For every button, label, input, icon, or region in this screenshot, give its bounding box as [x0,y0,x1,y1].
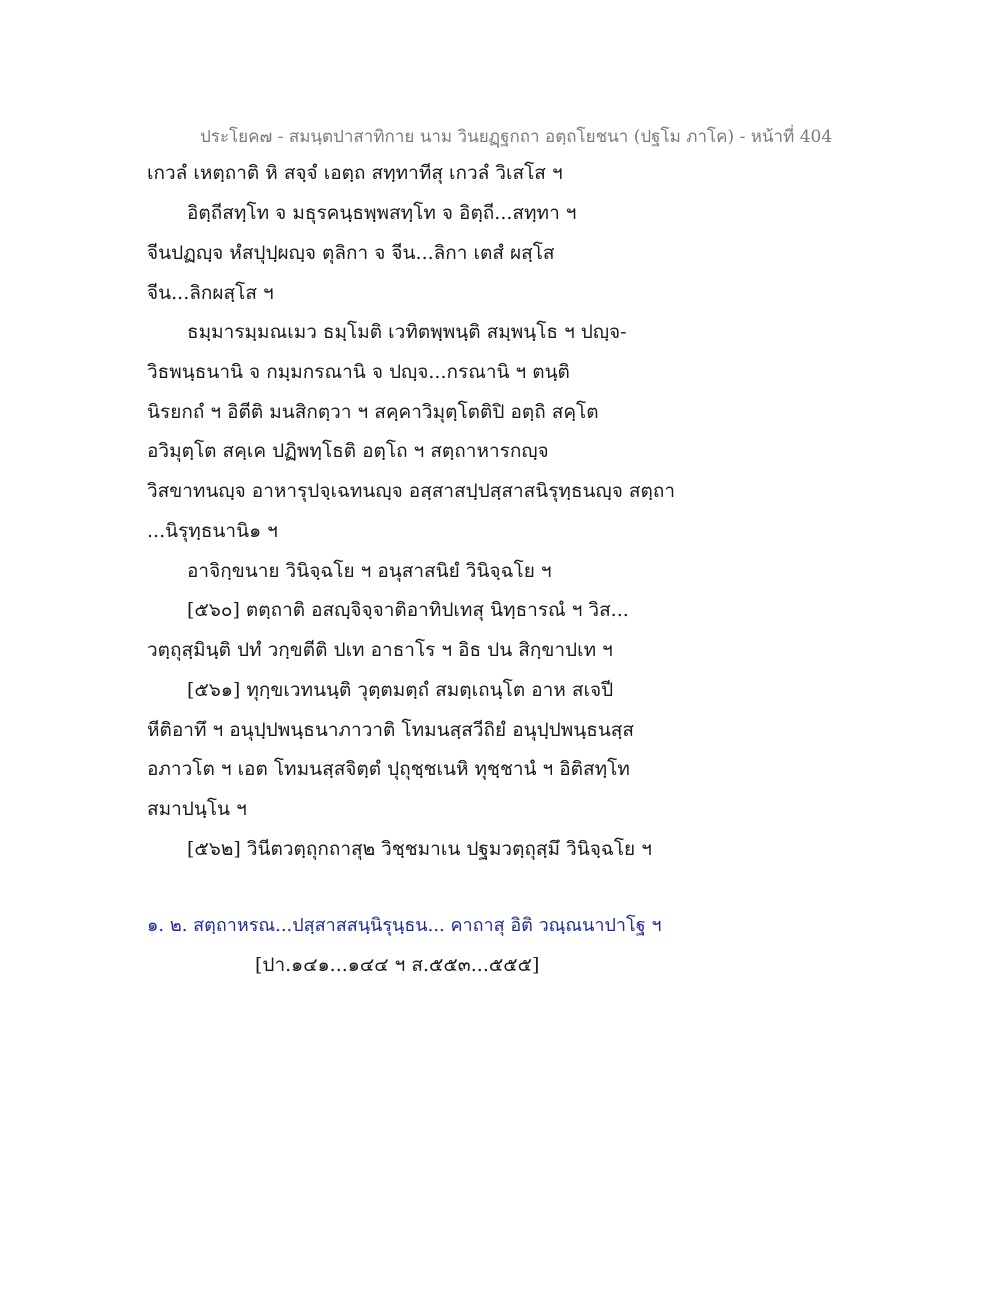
text-line: [๕๖๐] ตตฺถาติ อสญฺจิจฺจาติอาทิปเทสุ นิทฺธารณํ ฯ วิส... [187,599,629,621]
text-line: อิตฺถีสทฺโท จ มธุรคนฺธพฺพสทฺโท จ อิตฺถี...สทฺทา ฯ [187,202,577,224]
text-line: ธมฺมารมฺมณเมว ธมฺโมติ เวทิตพฺพนฺติ สมฺพนฺโธ ฯ ปญฺจ- [187,321,627,343]
text-line: อวิมุตฺโต สคฺเค ปฏิพทฺโธติ อตฺโถ ฯ สตฺถาหารกญฺจ [147,440,549,462]
text-line: จีน...ลิกผสฺโส ฯ [147,282,274,304]
page-header: ประโยค๗ - สมนฺตปาสาทิกาย นาม วินยฏฺฐกถา อตฺถโยชนา (ปฐโม ภาโค) - หน้าที่ 404 [200,127,833,147]
footnote: ๑. ๒. สตฺถาหรณ...ปสฺสาสสนฺนิรุนฺธน... คาถาสุ อิติ วณฺณนาปาโฐ ฯ [147,915,662,936]
text-line: อาจิกฺขนาย วินิจฺฉโย ฯ อนุสาสนิยํ วินิจฺฉโย ฯ [187,560,552,582]
text-line: จีนปฏญฺจ หํสปุปฺผญฺจ ตุลิกา จ จีน...ลิกา เตสํ ผสฺโส [147,242,555,264]
text-line: นิรยกถํ ฯ อิตีติ มนสิกตฺวา ฯ สคฺคาวิมุตฺโตติปิ อตฺถิ สคฺโต [147,401,599,423]
text-line: [๕๖๒] วินีตวตฺถุกถาสุ๒ วิชฺชมาเน ปฐมวตฺถุสฺมึ วินิจฺฉโย ฯ [187,838,652,860]
text-line: วิสขาทนญฺจ อาหารุปจฺเฉทนญฺจ อสฺสาสปฺปสฺสาสนิรุทฺธนญฺจ สตฺถา [147,480,676,502]
text-line: วตฺถุสฺมินฺติ ปทํ วกฺขตีติ ปเท อาธาโร ฯ อิธ ปน สิกฺขาปเท ฯ [147,639,613,661]
page-reference: [ปา.๑๔๑...๑๔๔ ฯ ส.๕๕๓...๕๕๕] [255,954,540,976]
text-line: วิธพนฺธนานิ จ กมฺมกรณานิ จ ปญฺจ...กรณานิ ฯ ตนฺติ [147,361,570,383]
text-line: อภาวโต ฯ เอต โทมนสฺสจิตฺตํ ปุถุชฺชเนหิ ทุชฺชานํ ฯ อิติสทฺโท [147,758,630,780]
text-line: ...นิรุทฺธนานิ๑ ฯ [147,520,278,542]
text-line: เกวลํ เหตฺถาติ หิ สจฺจํ เอตฺถ สทฺทาทีสุ เกวลํ วิเสโส ฯ [147,162,563,184]
text-line: [๕๖๑] ทุกฺขเวทนนฺติ วุตฺตมตฺถํ สมตฺเถนฺโต อาห สเจปี [187,679,614,701]
text-line: สมาปนฺโน ฯ [147,798,247,820]
text-line: หีติอาทึ ฯ อนุปฺปพนฺธนาภาวาติ โทมนสฺสวีถิยํ อนุปฺปพนฺธนสฺส [147,719,635,741]
